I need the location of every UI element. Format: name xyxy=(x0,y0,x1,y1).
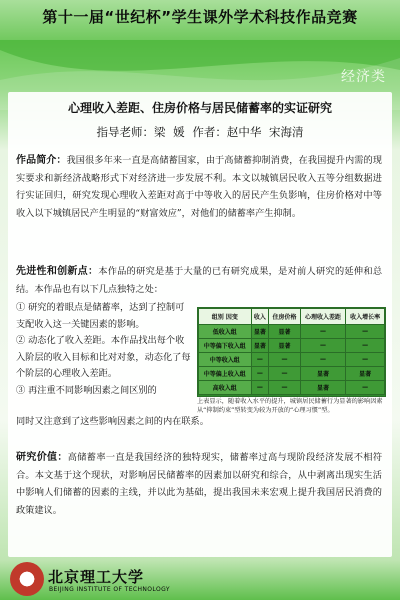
table-cell: — xyxy=(251,381,269,395)
authors-line: 指导老师：梁 媛 作者：赵中华 宋海清 xyxy=(96,125,304,139)
table-cell: 高收入组 xyxy=(199,381,252,395)
table-cell: 显著 xyxy=(251,325,269,339)
university-name-cn: 北京理工大学 xyxy=(48,568,145,586)
table-row xyxy=(199,367,385,381)
table-row xyxy=(199,339,385,353)
table-cell: — xyxy=(300,339,346,353)
table-row xyxy=(199,353,385,367)
table-cell: — xyxy=(251,353,269,367)
innovation-lead: 本作品的研究是基于大量的已有研究成果，是对前人研究的延伸和总结。本作品也有以下几点独特之处： xyxy=(16,266,383,295)
table-header: 住房价格 xyxy=(269,309,301,325)
table-cell: 显著 xyxy=(251,339,269,353)
table-cell: 中等收入组 xyxy=(199,353,252,367)
table-row xyxy=(199,325,385,339)
category-label: 经济类 xyxy=(341,69,386,85)
table-cell: — xyxy=(269,367,301,381)
table-cell: — xyxy=(346,339,385,353)
table-header: 组别 因变 xyxy=(199,309,252,325)
value-text: 高储蓄率一直是我国经济的独特现实，储蓄率过高与现阶段经济发展不相符合。本文基于这个现状，对影响居民储蓄率的因素加以研究和综合，从中剥离出现实生活中影响人们储蓄的因素的主线，并以此为基础，提出我国未来宏观上提升我国居民消费的政策建议。 xyxy=(16,452,383,516)
table-cell: — xyxy=(346,325,385,339)
intro-label: 作品简介： xyxy=(16,155,67,166)
table-cell: 显著 xyxy=(269,325,301,339)
contest-title: 第十一届“世纪杯”学生课外学术科技作品竞赛 xyxy=(42,8,358,26)
innovation-point: ① 研究的着眼点是储蓄率，达到了控制可支配收入这一关键因素的影响。 xyxy=(16,302,185,330)
table-cell: — xyxy=(251,367,269,381)
work-title: 心理收入差距、住房价格与居民储蓄率的实证研究 xyxy=(67,101,332,115)
table-cell: 显著 xyxy=(300,367,346,381)
intro-text: 我国很多年来一直是高储蓄国家，由于高储蓄抑制消费，在我国提升内需的现实要求和新经济战略形式下对经济进一步发展不利。本文以城镇居民收入五等分组数据进行实证回归，研究发现心理收入差距对高于中等收入的居民产生负影响，住房价格对中等收入以下城镇居民产生明显的“财富效应”，对他们的储蓄率产生抑制。 xyxy=(16,155,383,219)
innovation-section xyxy=(16,263,382,298)
hypothesis-table xyxy=(197,307,386,397)
table-cell: — xyxy=(269,353,301,367)
table-cell: 中等偏下收入组 xyxy=(199,339,252,353)
value-label: 研究价值： xyxy=(16,452,68,463)
innovation-point: ② 动态化了收入差距。本作品找出每个收入阶层的收入目标和比对对象，动态化了每个阶层的心理收入差距。 xyxy=(16,335,191,379)
table-header: 收入增长率 xyxy=(346,309,385,325)
table-cell: 中等偏上收入组 xyxy=(199,367,252,381)
university-seal-icon xyxy=(10,562,44,596)
table-header: 收入 xyxy=(251,309,269,325)
table-cell: — xyxy=(300,353,346,367)
table-cell: 显著 xyxy=(346,367,385,381)
innovation-tail: 同时又注意到了这些影响因素之间的内在联系。 xyxy=(16,416,209,427)
table-cell: 显著 xyxy=(269,339,301,353)
table-row xyxy=(199,381,385,395)
table-cell: 显著 xyxy=(300,381,346,395)
value-section xyxy=(16,449,382,519)
table-cell: — xyxy=(346,381,385,395)
university-name-en: BEIJING INSTITUTE OF TECHNOLOGY xyxy=(49,586,170,593)
table-header: 心理收入差距 xyxy=(300,309,346,325)
table-cell: 低收入组 xyxy=(199,325,252,339)
innovation-points xyxy=(16,300,192,399)
table-caption: 上表显示，随着收入水平的提升，城镇居民储蓄行为显著的影响因素从“抑制约束”型转变为较为开放的“心理习惯”型。 xyxy=(197,398,383,414)
innovation-point: ③ 再注重不同影响因素之间区别的 xyxy=(16,384,157,396)
intro-section xyxy=(16,152,382,222)
innovation-label: 先进性和创新点： xyxy=(16,266,99,277)
table-cell: — xyxy=(346,353,385,367)
table-cell: — xyxy=(300,325,346,339)
table-cell: — xyxy=(269,381,301,395)
